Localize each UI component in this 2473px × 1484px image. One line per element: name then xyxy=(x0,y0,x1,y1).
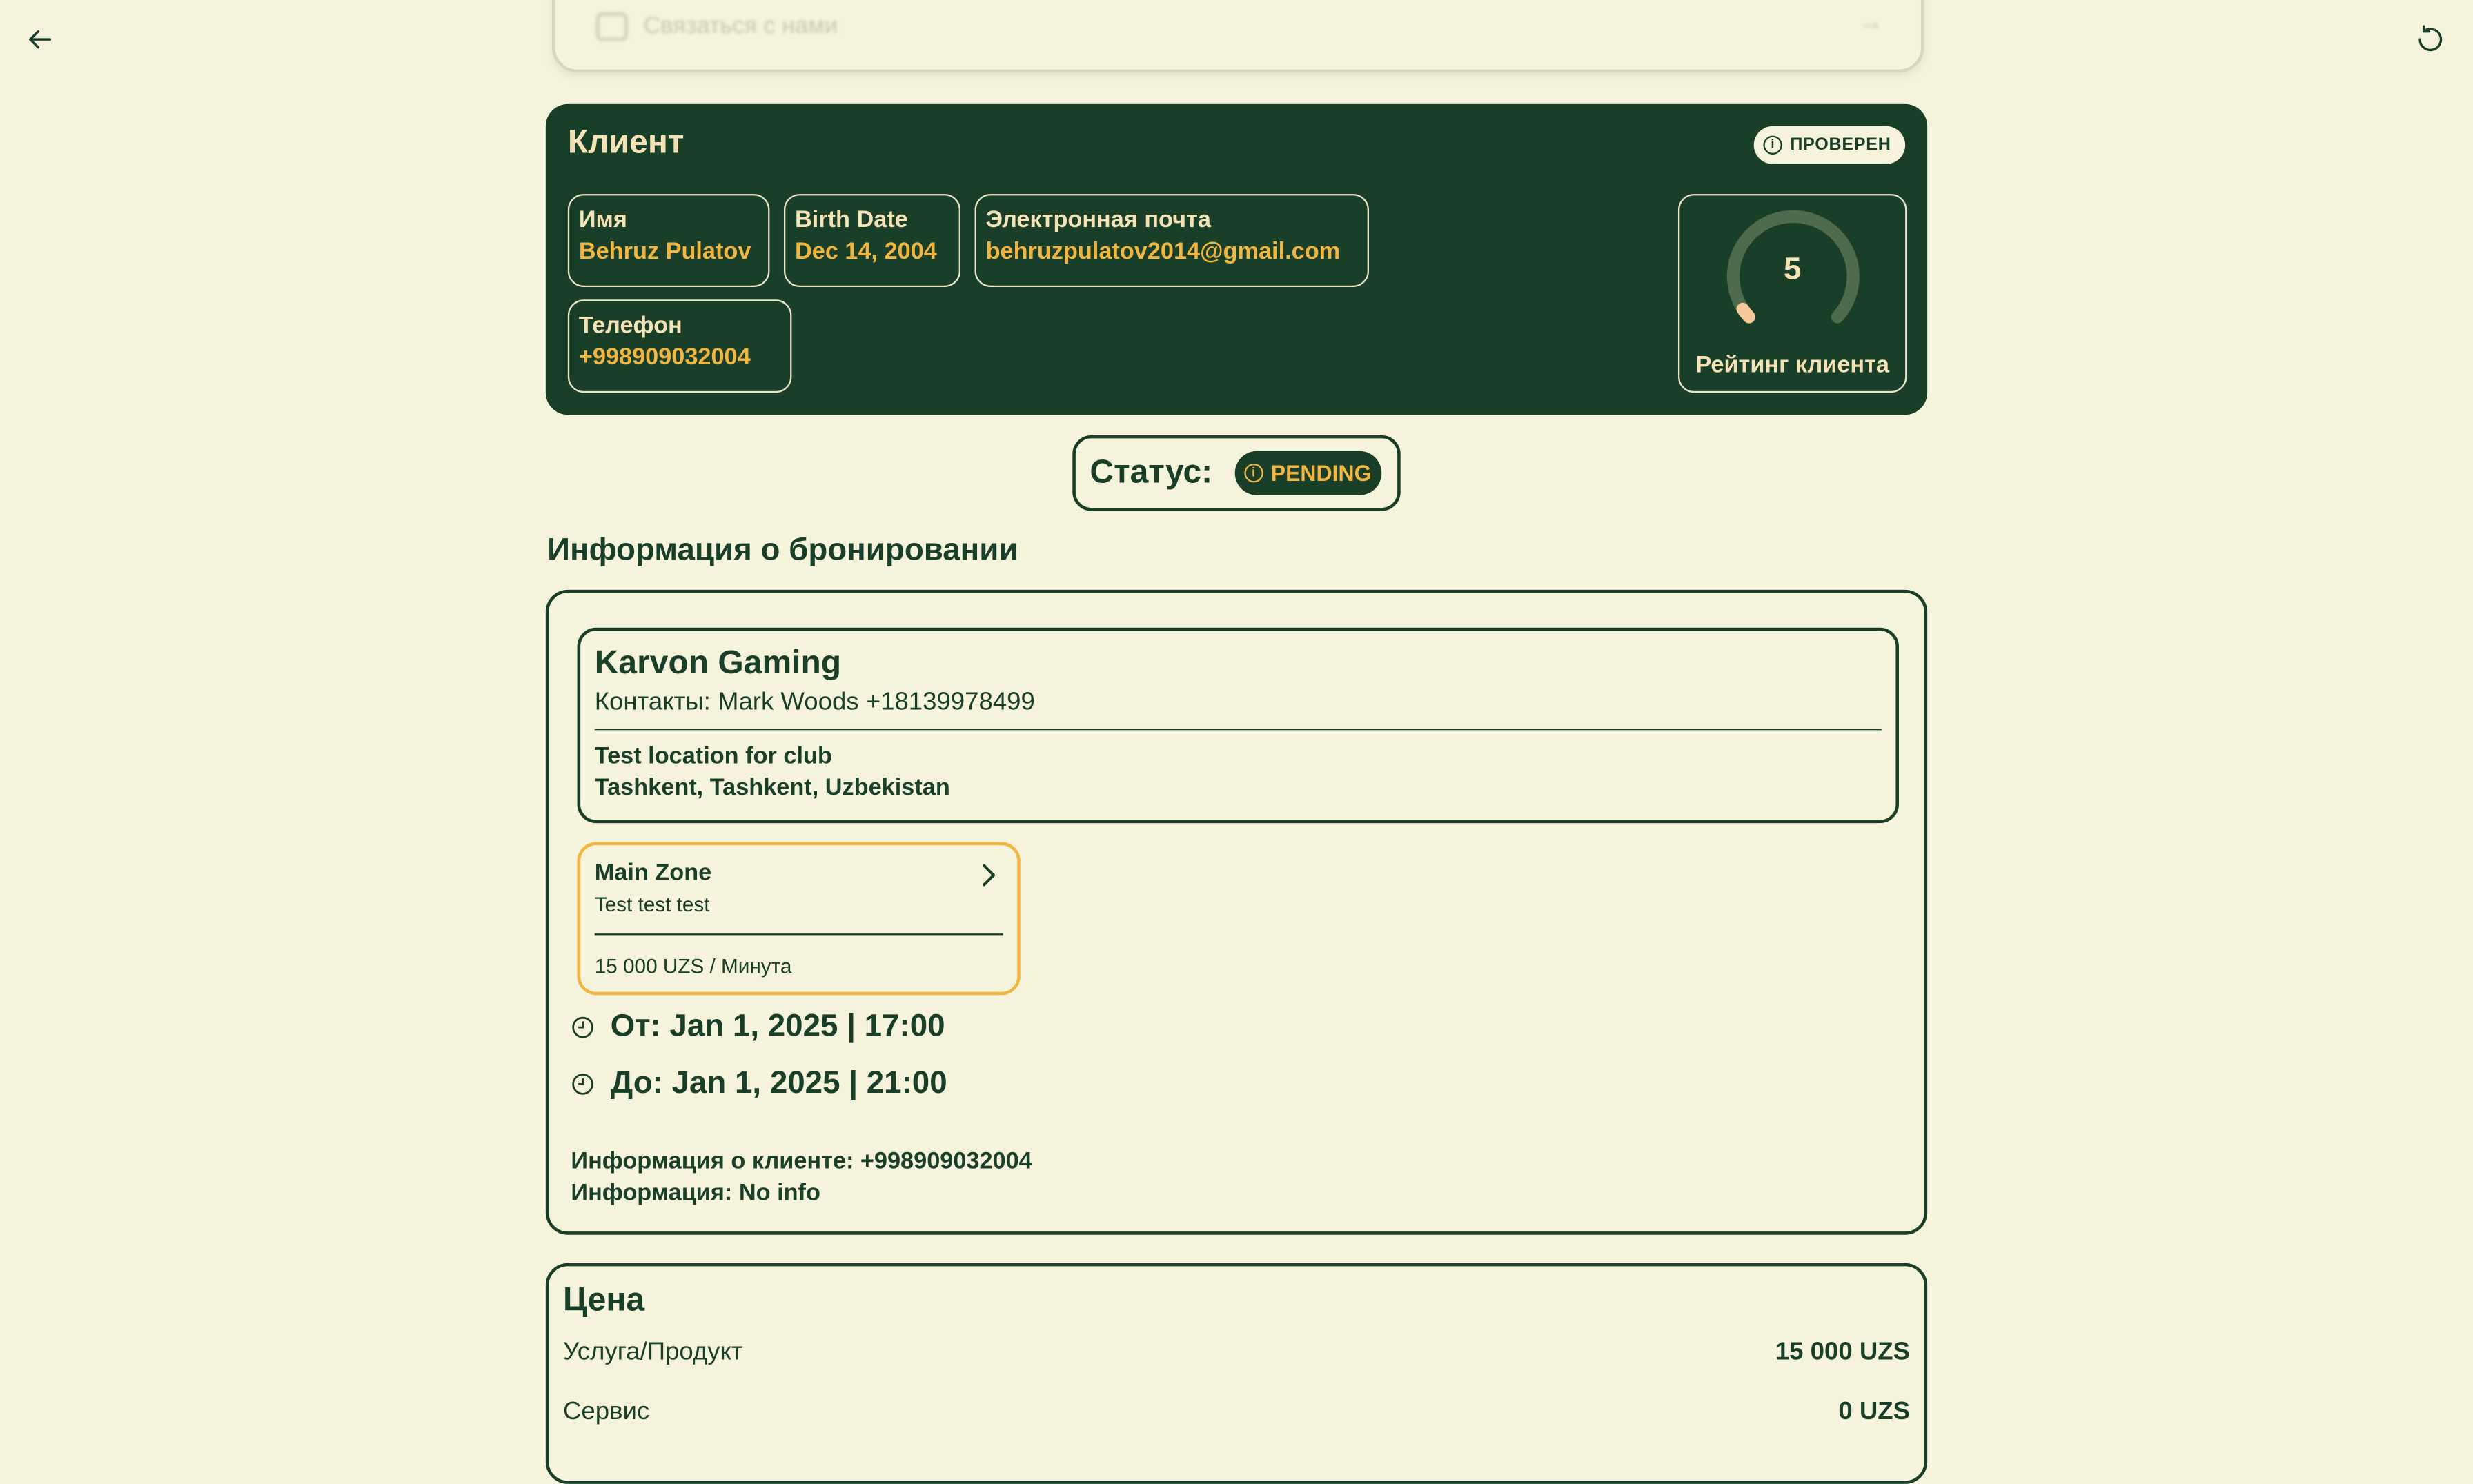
client-title: Клиент xyxy=(567,124,684,161)
arrow-right-icon: → xyxy=(1858,9,1884,37)
time-to-value: До: Jan 1, 2025 | 21:00 xyxy=(610,1066,947,1101)
rating-value: 5 xyxy=(1783,252,1802,287)
back-arrow-icon[interactable] xyxy=(19,19,59,59)
time-to xyxy=(571,1066,947,1102)
price-row-service-product xyxy=(563,1339,1910,1367)
clock-icon xyxy=(571,1072,594,1096)
email-value: behruzpulatov2014@gmail.com xyxy=(985,238,1341,265)
ghost-card-label: Связаться с нами xyxy=(643,12,838,40)
client-info: Информация о клиенте: +998909032004 xyxy=(571,1147,1032,1175)
phone-label: Телефон xyxy=(578,312,682,339)
birth-date-field xyxy=(784,194,960,287)
club-location-name: Test location for club xyxy=(594,742,832,770)
rating-label: Рейтинг клиента xyxy=(1695,351,1890,379)
name-value: Behruz Pulatov xyxy=(578,238,751,265)
info-icon: i xyxy=(1764,136,1782,155)
club-name: Karvon Gaming xyxy=(594,644,842,682)
client-card xyxy=(546,104,1927,415)
zone-name: Main Zone xyxy=(594,859,712,887)
booking-section-title: Информация о бронировании xyxy=(547,533,1018,568)
info-icon: i xyxy=(1244,464,1263,482)
phone-value: +998909032004 xyxy=(578,344,751,371)
price-row-service xyxy=(563,1398,1910,1427)
name-label: Имя xyxy=(578,206,627,234)
time-from-value: От: Jan 1, 2025 | 17:00 xyxy=(610,1009,945,1045)
zone-card[interactable] xyxy=(578,842,1021,996)
birth-date-value: Dec 14, 2004 xyxy=(794,238,937,265)
booking-card xyxy=(546,590,1927,1235)
email-label: Электронная почта xyxy=(985,206,1211,234)
price-row-amount: 0 UZS xyxy=(1838,1398,1910,1426)
zone-description: Test test test xyxy=(594,892,710,916)
status-label: Статус: xyxy=(1090,454,1213,491)
price-row-label: Сервис xyxy=(562,1398,650,1426)
booking-info: Информация: No info xyxy=(571,1179,820,1207)
time-from xyxy=(571,1009,945,1046)
price-row-label: Услуга/Продукт xyxy=(562,1338,743,1366)
client-rating xyxy=(1678,194,1907,393)
chevron-right-icon xyxy=(979,864,998,887)
refresh-icon[interactable] xyxy=(2410,19,2451,59)
divider xyxy=(595,729,1882,730)
chat-icon xyxy=(596,12,628,41)
status-box xyxy=(1072,435,1400,511)
clock-icon xyxy=(571,1016,594,1039)
club-card xyxy=(578,628,1899,823)
status-badge xyxy=(1234,451,1381,495)
price-row-amount: 15 000 UZS xyxy=(1775,1338,1910,1366)
club-contacts: Контакты: Mark Woods +18139978499 xyxy=(594,689,1035,716)
status-value: PENDING xyxy=(1270,460,1372,486)
birth-date-label: Birth Date xyxy=(794,206,908,234)
verified-badge-label: ПРОВЕРЕН xyxy=(1790,135,1891,155)
price-card xyxy=(546,1263,1927,1484)
email-field xyxy=(975,194,1369,287)
divider xyxy=(595,933,1003,935)
price-title: Цена xyxy=(562,1282,645,1318)
verified-badge xyxy=(1754,126,1905,164)
club-location-address: Tashkent, Tashkent, Uzbekistan xyxy=(594,774,950,802)
zone-price: 15 000 UZS / Минута xyxy=(594,953,792,978)
contact-button-ghost[interactable] xyxy=(552,0,1924,72)
name-field xyxy=(568,194,770,287)
phone-field xyxy=(568,299,792,393)
